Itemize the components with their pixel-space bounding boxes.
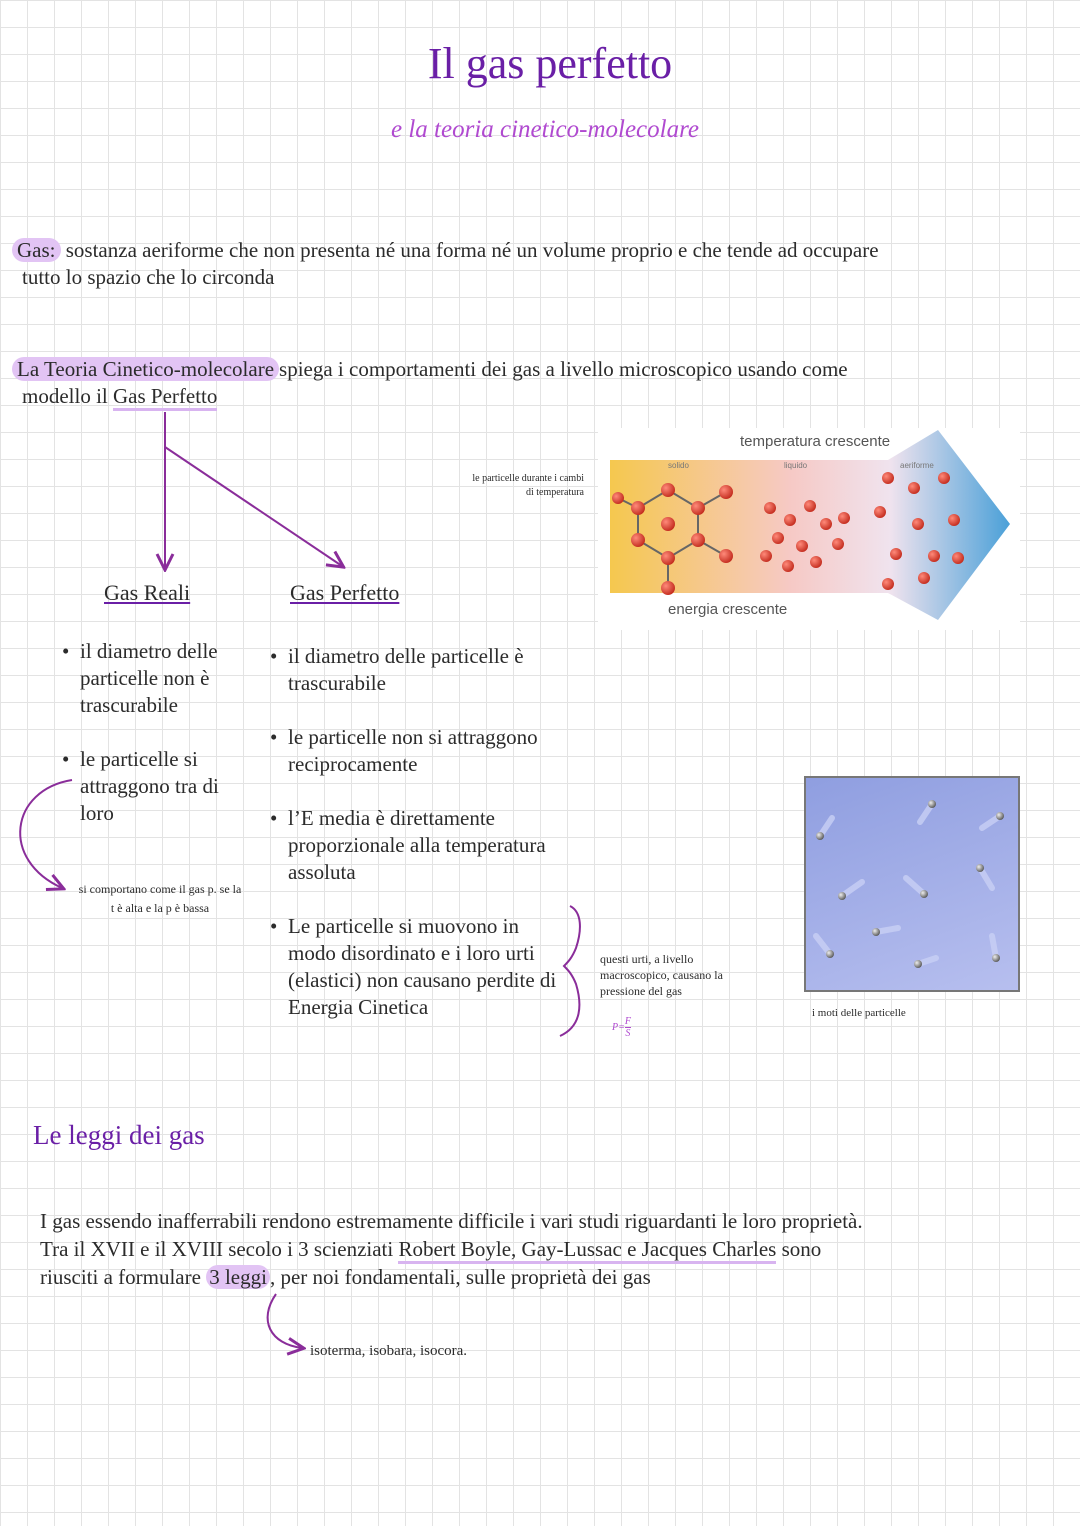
gas-definition-text: sostanza aeriforme che non presenta né una forma né un volume proprio e che tende ad occupare xyxy=(65,238,879,262)
page-title: Il gas perfetto xyxy=(427,39,673,88)
gas-perfetto-item: • l’E media è direttamente proporzionale alla temperatura assoluta xyxy=(270,805,562,886)
gas-term: Gas: xyxy=(12,238,61,262)
gas-reali-list xyxy=(62,638,242,854)
gas-perfetto-heading: Gas Perfetto xyxy=(290,580,400,605)
theory-line2-pre: modello il xyxy=(22,384,108,408)
phase-figure xyxy=(598,428,1020,630)
gas-perfetto-item: • Le particelle si muovono in modo disordinato e i loro urti (elastici) non causano perdite di Energia Cinetica xyxy=(270,913,562,1021)
brace-icon xyxy=(560,906,580,1036)
pressure-note: questi urti, a livello macroscopico, causano la pressione del gas xyxy=(600,952,723,998)
arrow-leggi-note xyxy=(268,1294,302,1348)
three-laws-highlight: 3 leggi xyxy=(206,1265,270,1289)
phase-figure-caption: le particelle durante i cambi di temperatura xyxy=(472,473,584,498)
scientists-highlight: Robert Boyle, Gay-Lussac e Jacques Charles xyxy=(398,1237,776,1264)
page-subtitle: e la teoria cinetico-molecolare xyxy=(391,116,699,143)
leggi-line2-pre: Tra il XVII e il XVIII secolo i 3 scienziati xyxy=(40,1237,394,1261)
gas-perfetto-item: • il diametro delle particelle è trascurabile xyxy=(270,643,562,697)
formula-lhs: P= xyxy=(612,1021,625,1033)
gas-reali-item: • le particelle si attraggono tra di loro xyxy=(62,746,242,827)
theory-term: La Teoria Cinetico-molecolare xyxy=(12,357,279,381)
leggi-note: isoterma, isobara, isocora. xyxy=(310,1343,468,1359)
pressure-formula xyxy=(612,1016,631,1039)
gas-perfetto-list xyxy=(270,643,562,1048)
phase-change-illustration xyxy=(598,428,1020,630)
leggi-line3-post: , per noi fondamentali, sulle proprietà dei gas xyxy=(269,1265,651,1289)
leggi-line2-post: sono xyxy=(781,1237,822,1261)
phase-bottom-label: energia crescente xyxy=(668,601,788,618)
theory-text-rest: spiega i comportamenti dei gas a livello microscopico usando come xyxy=(279,357,848,381)
particle-motion-figure xyxy=(804,776,1020,992)
arrow-to-gas-perfetto xyxy=(165,447,342,566)
gas-reali-note: si comportano come il gas p. se la t è alta e la p è bassa xyxy=(78,882,242,915)
particle-motion-illustration xyxy=(806,778,1018,990)
phase-state-gas: aeriforme xyxy=(900,461,934,470)
leggi-line2 xyxy=(40,1235,1070,1263)
phase-state-solid: solido xyxy=(668,461,689,470)
leggi-line3-pre: riusciti a formulare xyxy=(40,1265,201,1289)
leggi-line1: I gas essendo inafferrabili rendono estremamente difficile i vari studi riguardanti le loro proprietà. xyxy=(40,1209,863,1233)
gas-perfetto-term: Gas Perfetto xyxy=(113,384,217,411)
leggi-heading: Le leggi dei gas xyxy=(33,1120,205,1150)
leggi-line3 xyxy=(40,1263,1070,1291)
formula-denominator: S xyxy=(625,1028,631,1039)
particle-motion-caption: i moti delle particelle xyxy=(812,1007,906,1019)
formula-numerator: F xyxy=(624,1016,631,1027)
phase-top-label: temperatura crescente xyxy=(740,433,891,450)
gas-reali-heading: Gas Reali xyxy=(104,580,191,605)
phase-state-liquid: liquido xyxy=(784,461,808,470)
gas-perfetto-item: • le particelle non si attraggono reciprocamente xyxy=(270,724,562,778)
gas-definition-line2: tutto lo spazio che lo circonda xyxy=(22,265,275,289)
gas-reali-item: • il diametro delle particelle non è trascurabile xyxy=(62,638,242,719)
